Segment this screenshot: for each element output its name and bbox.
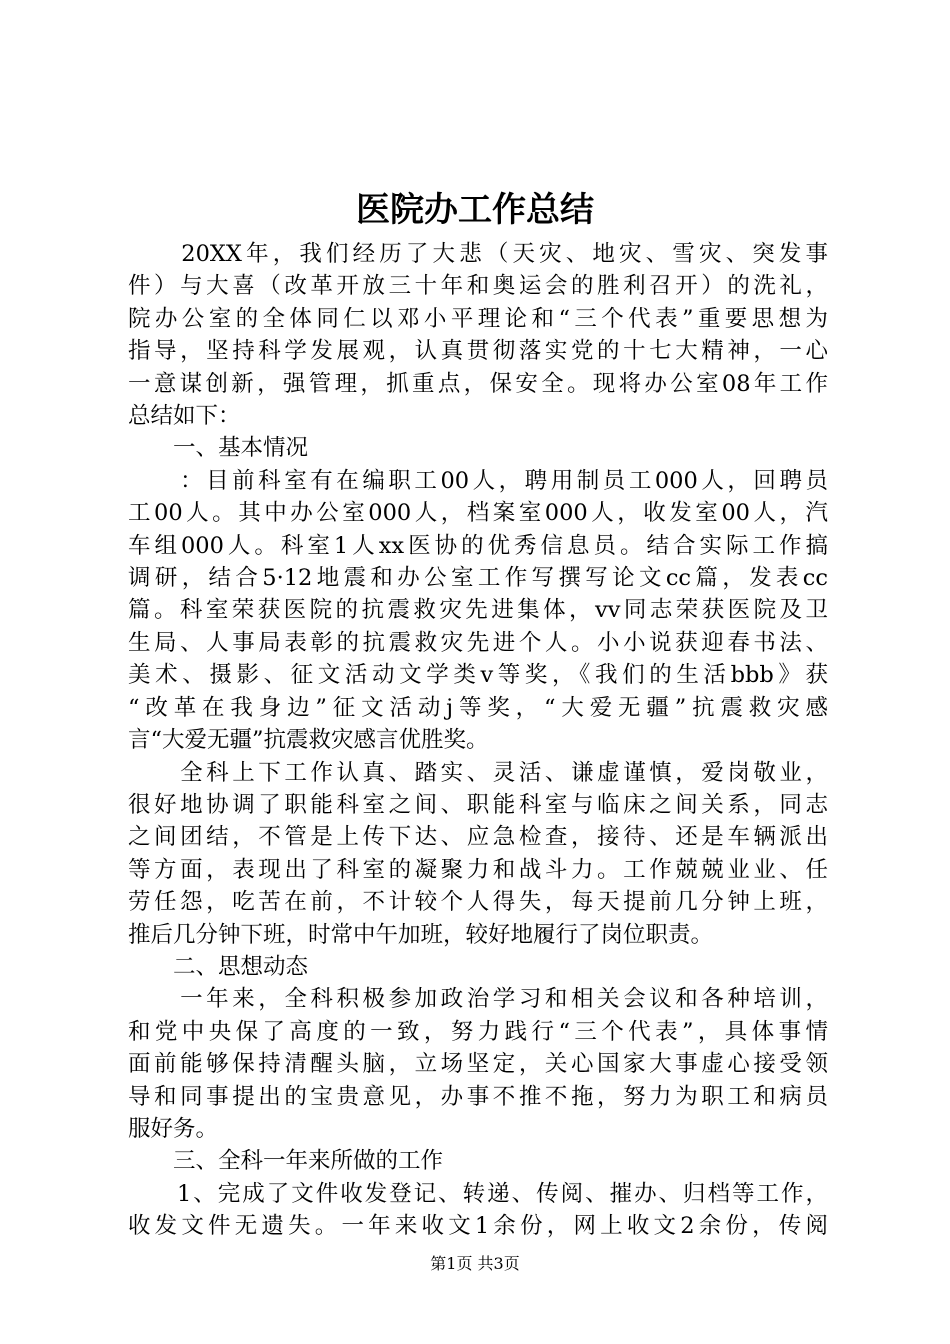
body-line: 20XX年，我们经历了大悲（天灾、地灾、雪灾、突发事 bbox=[128, 241, 828, 267]
body-line: 服好务。 bbox=[128, 1115, 219, 1142]
body-line: 劳任怨，吃苦在前，不计较个人得失，每天提前几分钟上班， bbox=[128, 889, 828, 916]
body-line: 等方面，表现出了科室的凝聚力和战斗力。工作兢兢业业、任 bbox=[128, 856, 828, 883]
page-footer: 第1页 共3页 bbox=[430, 1254, 520, 1273]
body-line: 篇。科室荣获医院的抗震救灾先进集体，vv同志荣获医院及卫 bbox=[128, 597, 828, 624]
body-line: 全科上下工作认真、踏实、灵活、谦虚谨慎，爱岗敬业， bbox=[128, 759, 828, 786]
body-line: ：目前科室有在编职工00人，聘用制员工000人，回聘员 bbox=[128, 467, 828, 494]
body-line: 很好地协调了职能科室之间、职能科室与临床之间关系，同志 bbox=[128, 791, 828, 818]
body-line: 调研，结合5·12地震和办公室工作写撰写论文cc篇，发表cc bbox=[128, 565, 828, 592]
body-line: 院办公室的全体同仁以邓小平理论和“三个代表”重要思想为 bbox=[128, 305, 828, 332]
section-heading: 一、基本情况 bbox=[128, 435, 309, 462]
body-line: 导和同事提出的宝贵意见，办事不推不拖，努力为职工和病员 bbox=[128, 1083, 828, 1110]
body-line: 指导，坚持科学发展观，认真贯彻落实党的十七大精神，一心 bbox=[128, 338, 828, 365]
body-line: 一意谋创新，强管理，抓重点，保安全。现将办公室08年工作 bbox=[128, 370, 828, 397]
section-heading: 二、思想动态 bbox=[128, 953, 309, 980]
body-line: 之间团结，不管是上传下达、应急检查，接待、还是车辆派出 bbox=[128, 824, 828, 851]
body-line: 言“大爱无疆”抗震救灾感言优胜奖。 bbox=[128, 727, 489, 754]
body-line: 1、完成了文件收发登记、转递、传阅、摧办、归档等工作， bbox=[128, 1180, 828, 1207]
document-body bbox=[128, 238, 828, 1243]
body-line: 件）与大喜（改革开放三十年和奥运会的胜利召开）的洗礼， bbox=[128, 273, 828, 300]
body-line: 收发文件无遗失。一年来收文1余份，网上收文2余份，传阅 bbox=[128, 1213, 828, 1240]
section-heading: 三、全科一年来所做的工作 bbox=[128, 1148, 444, 1175]
body-line: 和党中央保了高度的一致，努力践行“三个代表”，具体事情 bbox=[128, 1018, 828, 1045]
body-line: 工00人。其中办公室000人，档案室000人，收发室00人，汽 bbox=[128, 500, 828, 527]
page-title: 医院办工作总结 bbox=[356, 190, 594, 230]
body-line: 车组000人。科室1人xx医协的优秀信息员。结合实际工作搞 bbox=[128, 532, 828, 559]
body-line: 总结如下： bbox=[128, 403, 241, 430]
body-line: 生局、人事局表彰的抗震救灾先进个人。小小说获迎春书法、 bbox=[128, 629, 828, 656]
body-line: “改革在我身边”征文活动j等奖，“大爱无疆”抗震救灾感 bbox=[128, 694, 828, 721]
body-line: 推后几分钟下班，时常中午加班，较好地履行了岗位职责。 bbox=[128, 921, 714, 948]
body-line: 面前能够保持清醒头脑，立场坚定，关心国家大事虚心接受领 bbox=[128, 1051, 828, 1078]
body-line: 美术、摄影、征文活动文学类v等奖，《我们的生活bbb》获 bbox=[128, 662, 828, 689]
body-line: 一年来，全科积极参加政治学习和相关会议和各种培训， bbox=[128, 986, 828, 1013]
